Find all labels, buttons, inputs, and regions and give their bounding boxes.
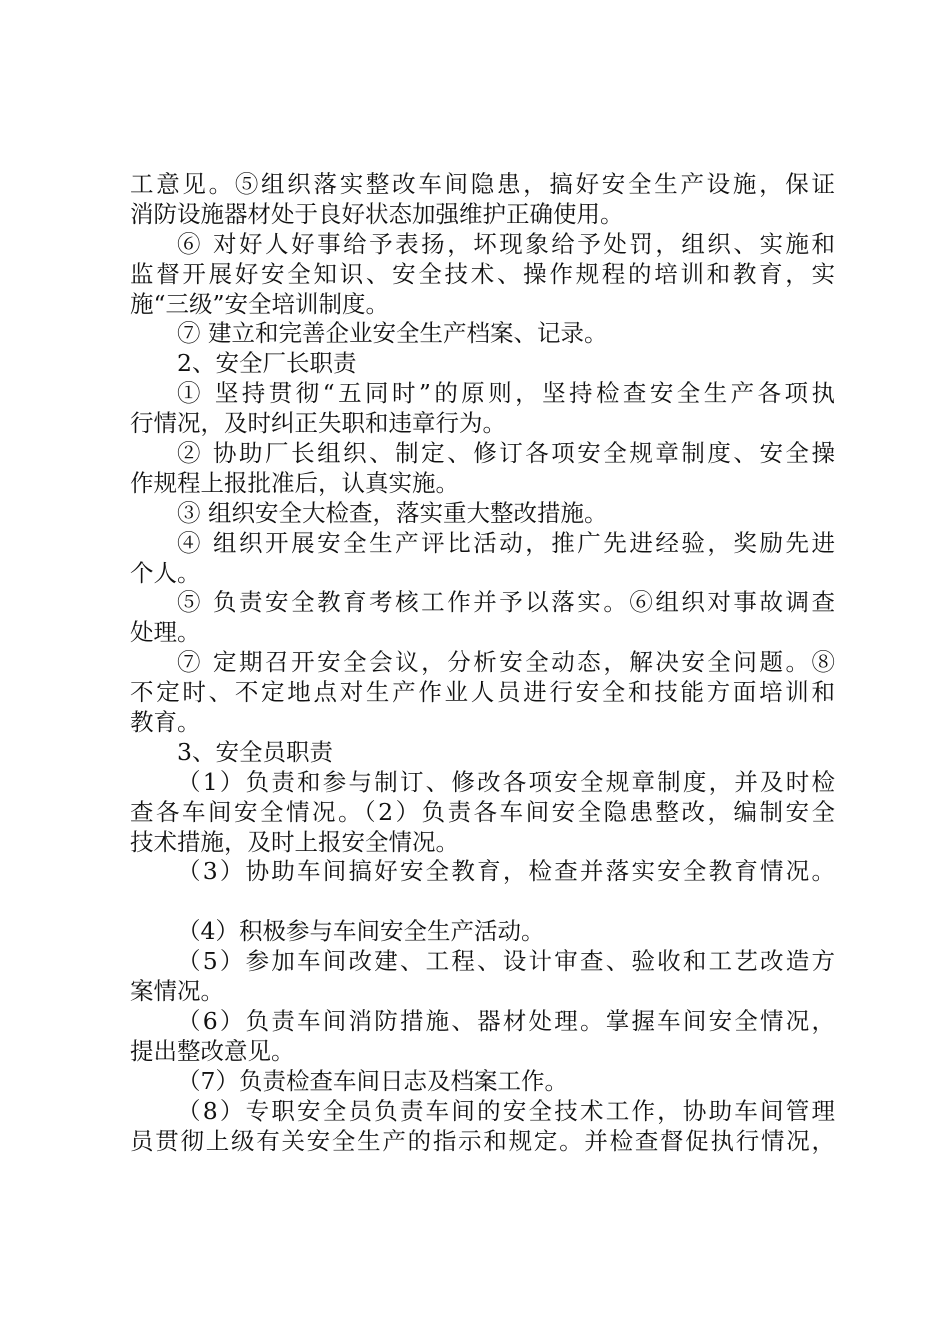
text-line: 施“三级”安全培训制度。	[130, 289, 390, 318]
text-line: 查各车间安全情况。（2）负责各车间安全隐患整改，编制安全	[130, 797, 835, 826]
text-line: 工意见。⑤组织落实整改车间隐患，搞好安全生产设施，保证	[130, 170, 835, 198]
text-line: （4）积极参与车间安全生产活动。	[177, 917, 545, 946]
blank-line	[130, 887, 835, 917]
text-line: 不定时、不定地点对生产作业人员进行安全和技能方面培训和	[130, 678, 835, 707]
text-line: ② 协助厂长组织、制定、修订各项安全规章制度、安全操	[177, 439, 835, 468]
text-line: 监督开展好安全知识、安全技术、操作规程的培训和教育，实	[130, 259, 835, 288]
section-heading: 3、安全员职责	[177, 737, 333, 766]
text-line: 作规程上报批准后，认真实施。	[130, 468, 459, 497]
text-line: ① 坚持贯彻“五同时”的原则，坚持检查安全生产各项执	[177, 379, 835, 408]
section-heading: 2、安全厂长职责	[177, 349, 357, 378]
text-line: （5）参加车间改建、工程、设计审查、验收和工艺改造方	[177, 947, 835, 976]
document-body	[130, 170, 835, 1156]
text-line: ⑦ 建立和完善企业安全生产档案、记录。	[177, 319, 608, 348]
text-line: （3）协助车间搞好安全教育，检查并落实安全教育情况。	[177, 857, 835, 886]
text-line: （6）负责车间消防措施、器材处理。掌握车间安全情况，	[177, 1006, 835, 1035]
text-line: 提出整改意见。	[130, 1036, 295, 1065]
text-line: 消防设施器材处于良好状态加强维护正确使用。	[130, 199, 624, 228]
text-line: （8）专职安全员负责车间的安全技术工作，协助车间管理	[177, 1096, 835, 1125]
text-line: 个人。	[130, 558, 201, 587]
text-line: ③ 组织安全大检查，落实重大整改措施。	[177, 498, 608, 527]
text-line: （7）负责检查车间日志及档案工作。	[177, 1066, 568, 1095]
text-line: 案情况。	[130, 977, 224, 1006]
text-line: ⑥ 对好人好事给予表扬，坏现象给予处罚，组织、实施和	[177, 229, 835, 258]
text-line: 技术措施，及时上报安全情况。	[130, 827, 459, 856]
text-line: ⑦ 定期召开安全会议，分析安全动态，解决安全问题。⑧	[177, 648, 835, 677]
text-line: （1）负责和参与制订、修改各项安全规章制度，并及时检	[177, 767, 835, 796]
text-line: 行情况，及时纠正失职和违章行为。	[130, 409, 506, 438]
text-line: 员贯彻上级有关安全生产的指示和规定。并检查督促执行情况，	[130, 1126, 835, 1155]
text-line: ⑤ 负责安全教育考核工作并予以落实。⑥组织对事故调查	[177, 588, 835, 617]
text-line: 教育。	[130, 708, 201, 737]
text-line: 处理。	[130, 618, 201, 647]
text-line: ④ 组织开展安全生产评比活动，推广先进经验，奖励先进	[177, 528, 835, 557]
